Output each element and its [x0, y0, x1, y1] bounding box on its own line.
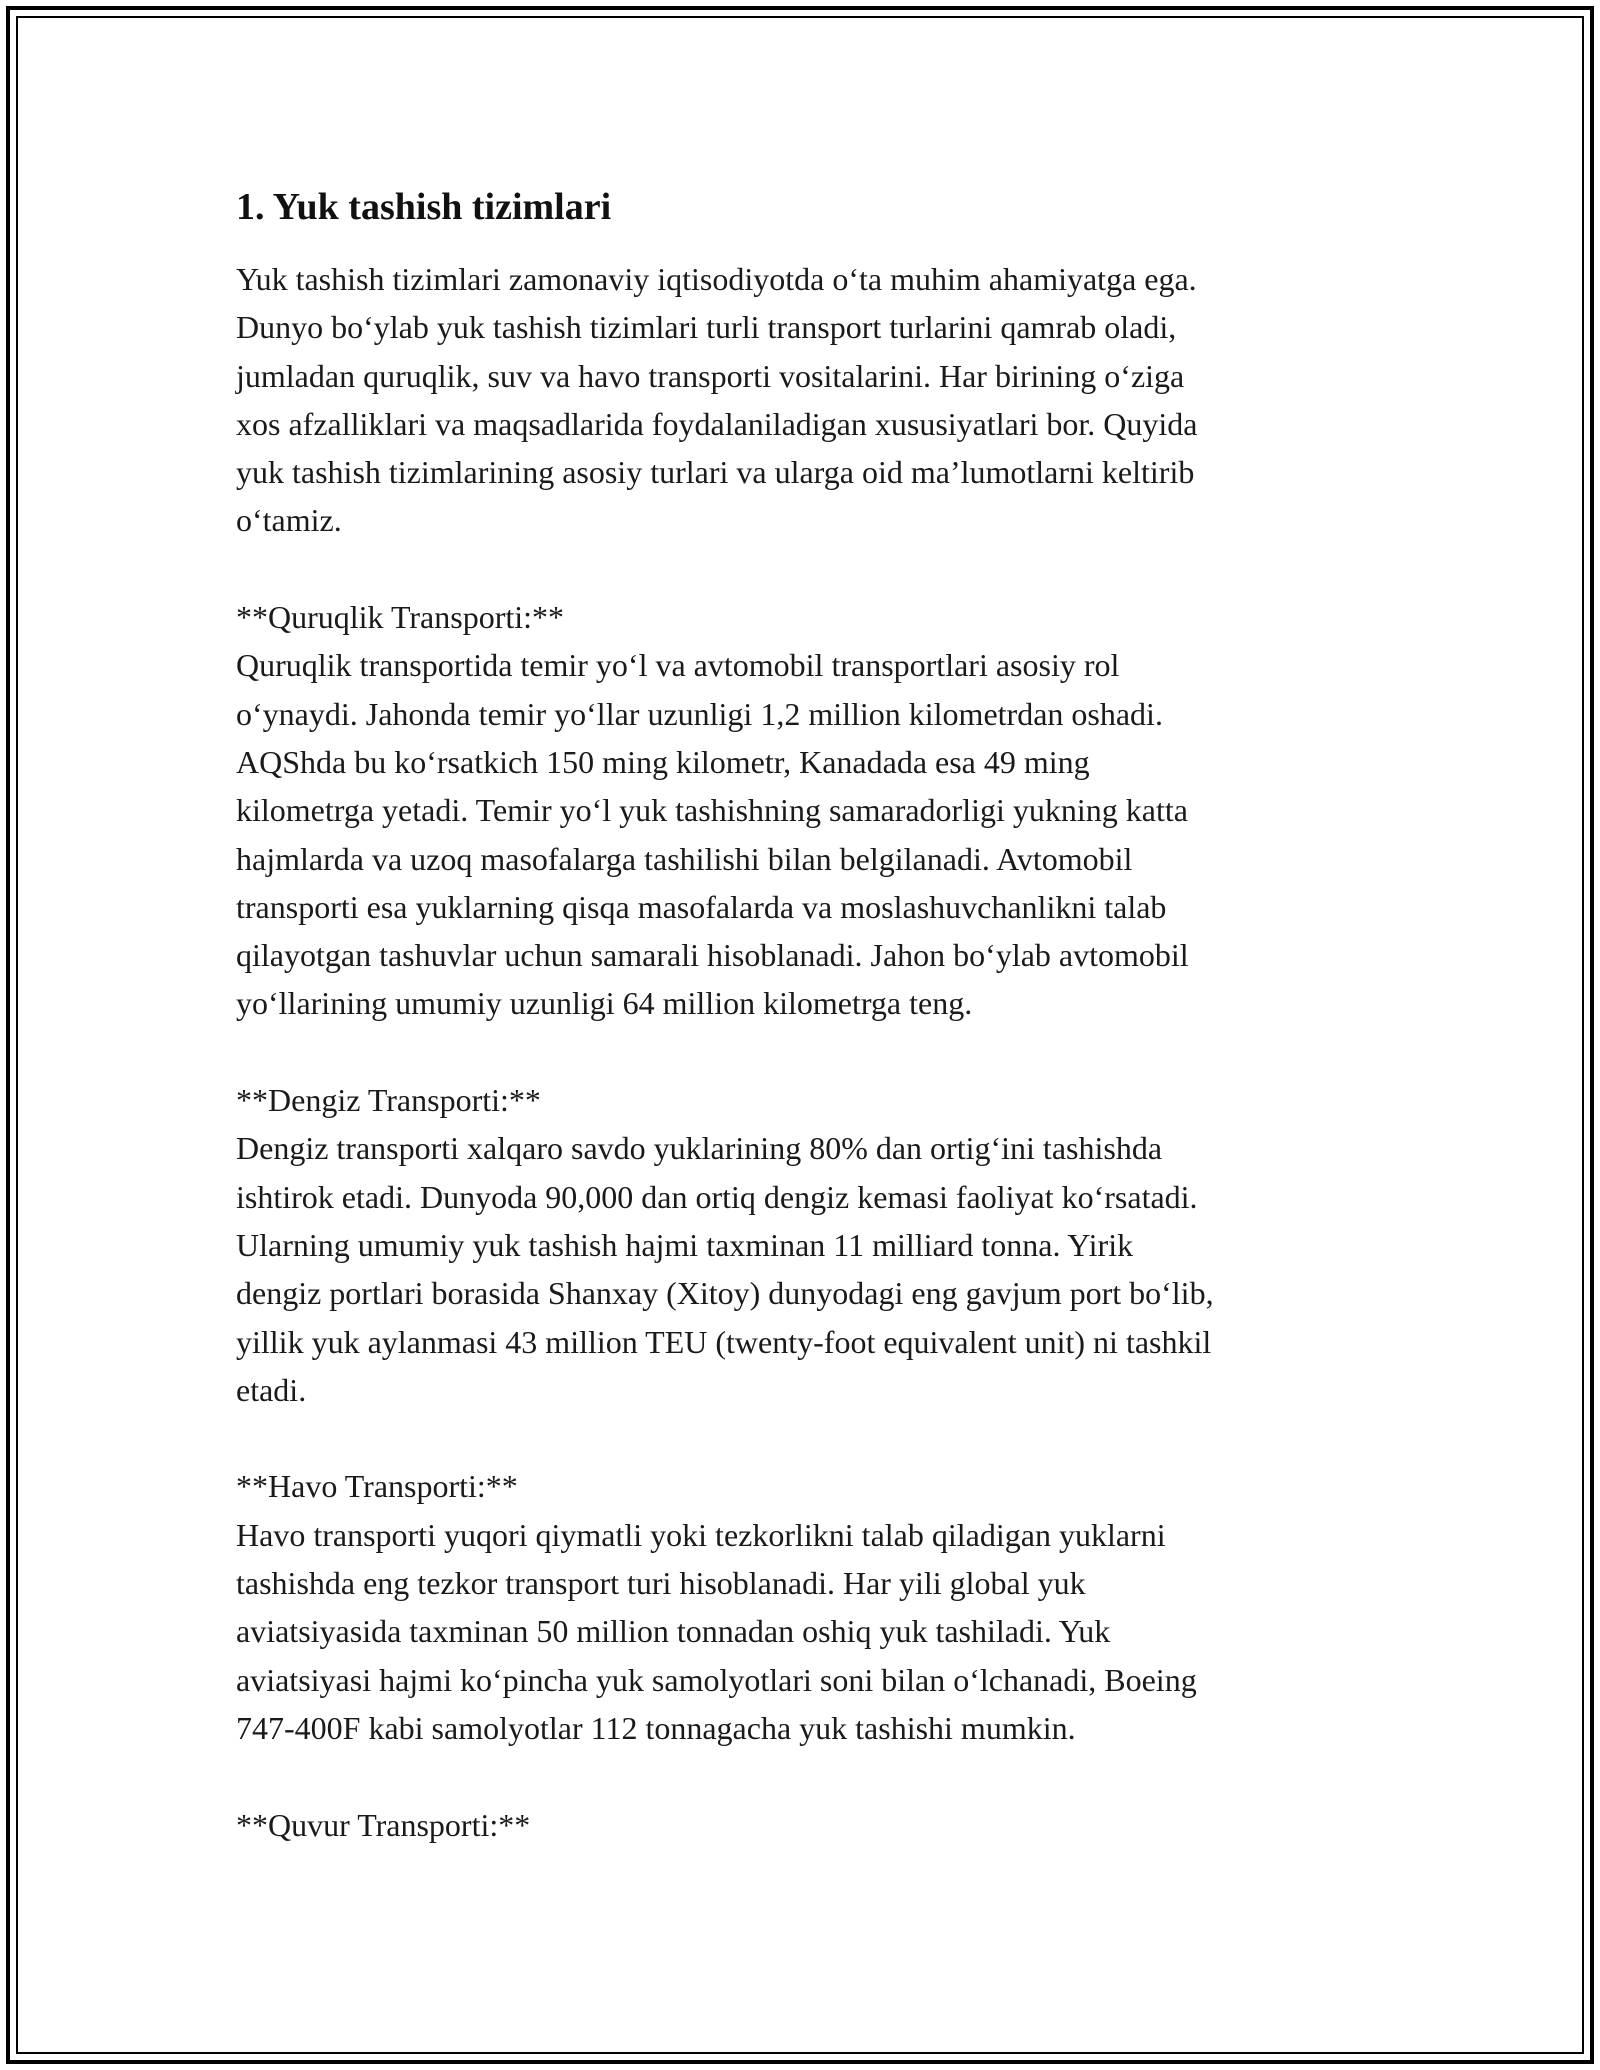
land-transport-title: **Quruqlik Transporti:**	[236, 599, 565, 636]
pipeline-transport-title: **Quvur Transporti:**	[236, 1806, 531, 1843]
intro-paragraph: Yuk tashish tizimlari zamonaviy iqtisodiyotda o‘ta muhim ahamiyatga ega. Dunyo bo‘ylab yuk tashish tizimlari turli transport turlarini qamrab oladi, jumladan quruqlik, suv va havo transporti vositalarini. Har birining o‘ziga xos afzalliklari va maqsadlarida foydalaniladigan xususiyatlari bor. Quyida yuk tashish tizimlarining asosiy turlari va ularga oid ma’lumotlarni keltirib o‘tamiz.	[236, 261, 1198, 539]
document-body	[236, 183, 1376, 1849]
paragraph-spacer	[236, 1028, 1376, 1076]
paragraph-spacer	[236, 1752, 1376, 1800]
air-transport-body: Havo transporti yuqori qiymatli yoki tezkorlikni talab qiladigan yuklarni tashishda eng tezkor transport turi hisoblanadi. Har yili global yuk aviatsiyasida taxminan 50 million tonnadan oshiq yuk tashiladi. Yuk aviatsiyasi hajmi ko‘pincha yuk samolyotlari soni bilan o‘lchanadi, Boeing 747-400F kabi samolyotlar 112 tonnagacha yuk tashishi mumkin.	[236, 1516, 1197, 1746]
paragraph-spacer	[236, 1414, 1376, 1462]
air-transport-title: **Havo Transporti:**	[236, 1468, 518, 1505]
sea-transport-body: Dengiz transporti xalqaro savdo yuklarining 80% dan ortig‘ini tashishda ishtirok etadi. Dunyoda 90,000 dan ortiq dengiz kemasi faoliyat ko‘rsatadi. Ularning umumiy yuk tashish hajmi taxminan 11 milliard tonna. Yirik dengiz portlari borasida Shanxay (Xitoy) dunyodagi eng gavjum port bo‘lib, yillik yuk aylanmasi 43 million TEU (twenty-foot equivalent unit) ni tashkil etadi.	[236, 1130, 1214, 1408]
section-heading: 1. Yuk tashish tizimlari	[236, 186, 612, 228]
land-transport-body: Quruqlik transportida temir yo‘l va avtomobil transportlari asosiy rol o‘ynaydi. Jahonda temir yo‘llar uzunligi 1,2 million kilometrdan oshadi. AQShda bu ko‘rsatkich 150 ming kilometr, Kanadada esa 49 ming kilometrga yetadi. Temir yo‘l yuk tashishning samaradorligi yukning katta hajmlarda va uzoq masofalarga tashilishi bilan belgilanadi. Avtomobil transporti esa yuklarning qisqa masofalarda va moslashuvchanlikni talab qilayotgan tashuvlar uchun samarali hisoblanadi. Jahon bo‘ylab avtomobil yo‘llarining umumiy uzunligi 64 million kilometrga teng.	[236, 647, 1189, 1022]
paragraph-spacer	[236, 545, 1376, 593]
sea-transport-title: **Dengiz Transporti:**	[236, 1082, 541, 1119]
